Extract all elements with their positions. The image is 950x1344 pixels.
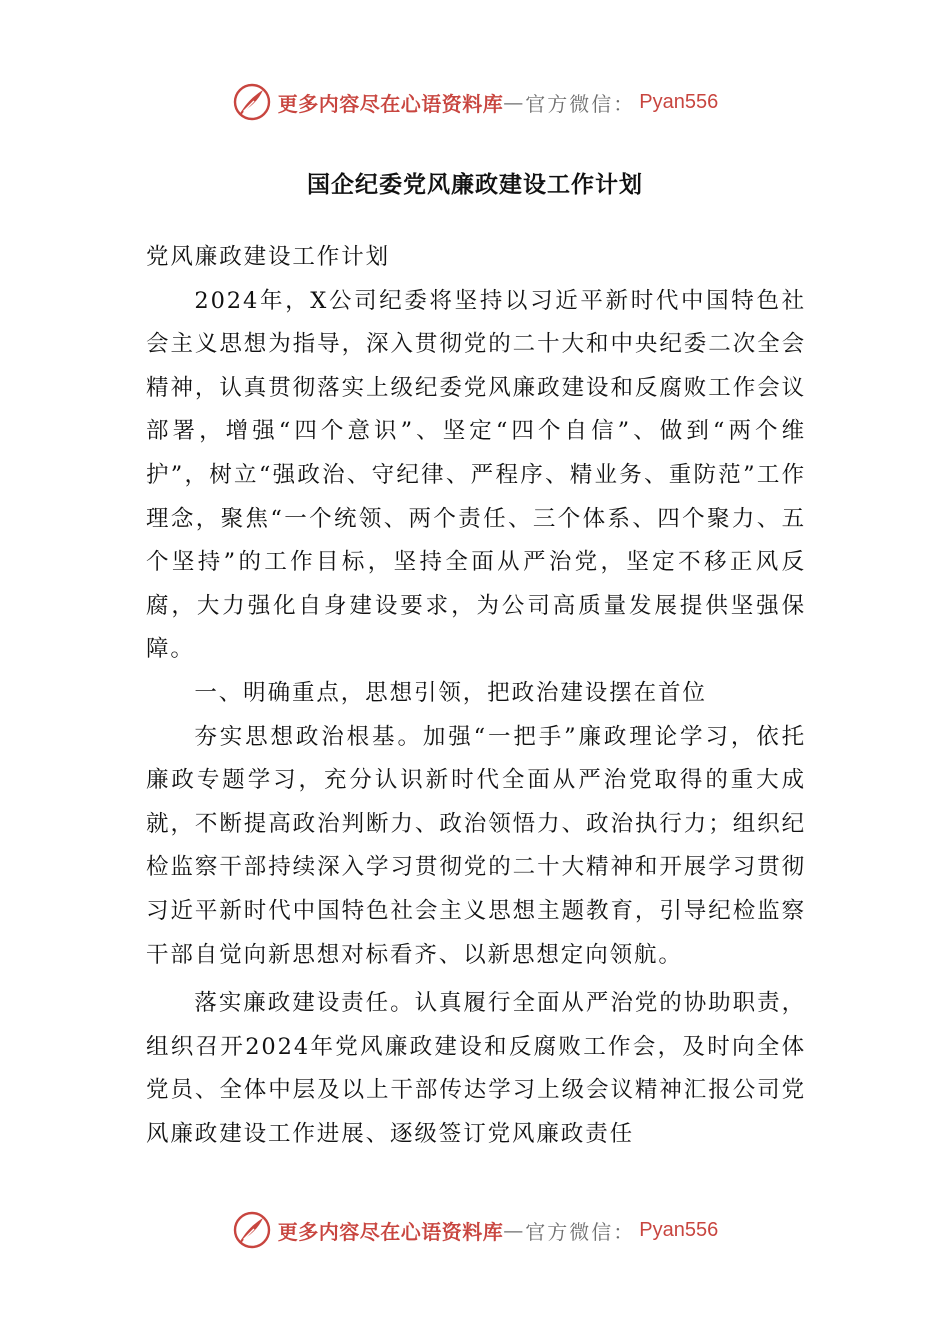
quill-pen-logo-icon: [232, 82, 272, 122]
document-body: [146, 236, 806, 1155]
paragraph-intro: 2024年，X公司纪委将坚持以习近平新时代中国特色社会主义思想为指导，深入贯彻党的二十大和中央纪委二次全会精神，认真贯彻落实上级纪委党风廉政建设和反腐败工作会议部署，增强“四个意识”、坚定“四个自信”、做到“两个维护”，树立“强政治、守纪律、严程序、精业务、重防范”工作理念，聚焦“一个统领、两个责任、三个体系、四个聚力、五个坚持”的工作目标，坚持全面从严治党，坚定不移正风反腐，大力强化自身建设要求，为公司高质量发展提供坚强保障。: [146, 287, 806, 663]
document-title: 国企纪委党风廉政建设工作计划: [307, 172, 643, 198]
section-heading: 一、明确重点，思想引领，把政治建设摆在首位: [194, 679, 707, 706]
banner-contact-label: 官方微信：: [525, 1219, 636, 1244]
paragraph-clip: [146, 977, 806, 1155]
banner-contact-label: 官方微信：: [525, 91, 636, 116]
paragraph-ideology: 夯实思想政治根基。加强“一把手”廉政理论学习，依托廉政专题学习，充分认识新时代全面从严治党取得的重大成就，不断提高政治判断力、政治领悟力、政治执行力；组织纪检监察干部持续深入学习贯彻党的二十大精神和开展学习贯彻习近平新时代中国特色社会主义思想主题教育，引导纪检监察干部自觉向新思想对标看齐、以新思想定向领航。: [146, 723, 806, 968]
banner-separator: —: [503, 1218, 526, 1242]
banner-promo-text: 更多内容尽在心语资料库: [277, 1219, 504, 1244]
paragraph-responsibility: 落实廉政建设责任。认真履行全面从严治党的协助职责，组织召开2024年党风廉政建设和反腐败工作会，及时向全体党员、全体中层及以上干部传达学习上级会议精神汇报公司党风廉政建设工作进展、逐级签订党风廉政责任: [146, 990, 806, 1147]
footer-banner: [0, 1206, 950, 1254]
document-subtitle: 党风廉政建设工作计划: [146, 244, 391, 270]
quill-pen-logo-icon: [232, 1210, 272, 1250]
banner-contact-id: Pyan556: [639, 90, 719, 113]
banner-contact-id: Pyan556: [639, 1218, 719, 1241]
banner-separator: —: [503, 90, 526, 114]
banner-promo-text: 更多内容尽在心语资料库: [277, 91, 504, 116]
header-banner: [0, 78, 950, 126]
